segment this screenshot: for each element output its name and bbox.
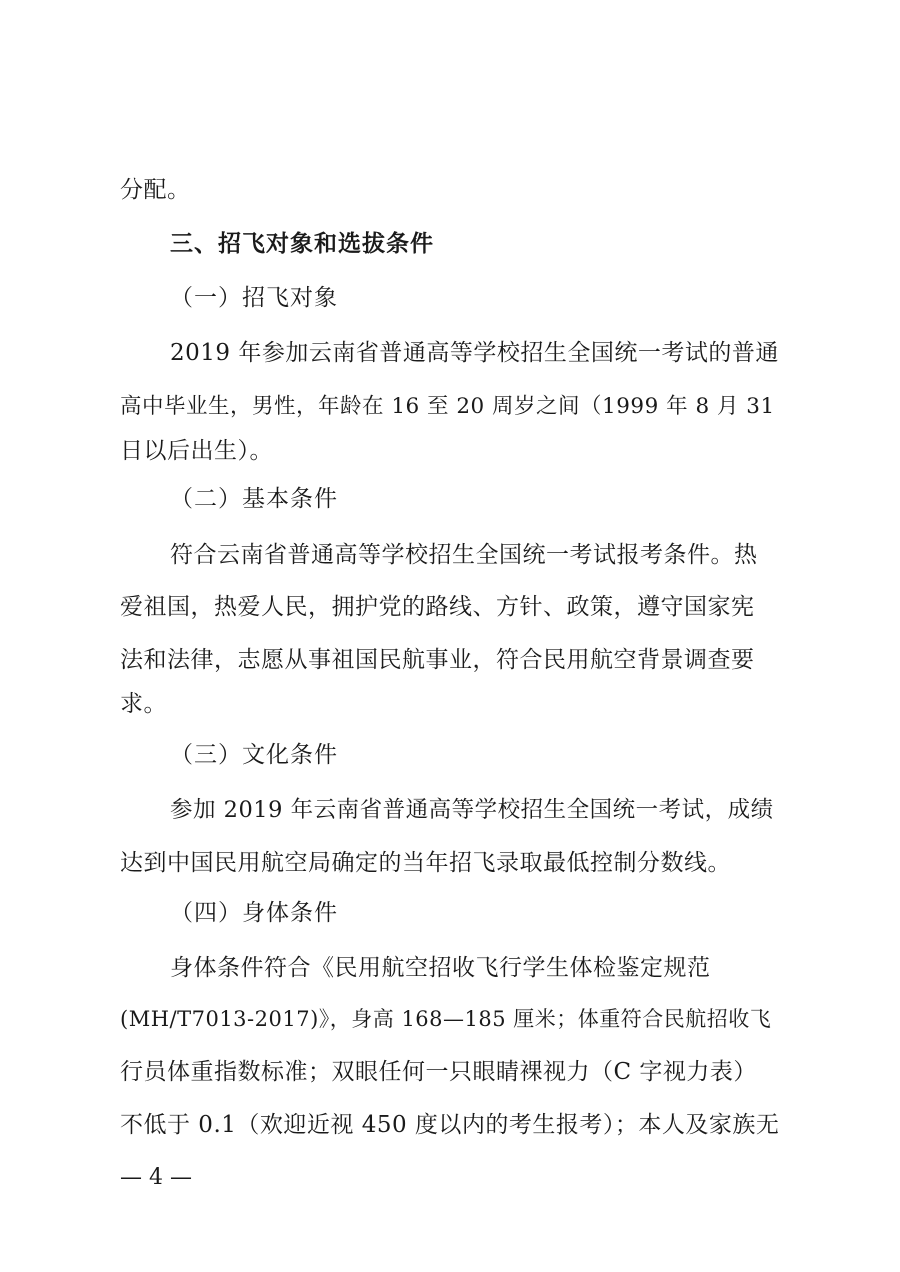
text-line: 身体条件符合《民用航空招收飞行学生体检鉴定规范 xyxy=(170,955,711,981)
text-line: 日以后出生）。 xyxy=(120,438,273,464)
text-line: 求。 xyxy=(120,691,167,717)
text-line: 高中毕业生，男性，年龄在 16 至 20 周岁之间（1999 年 8 月 31 xyxy=(120,394,775,419)
section-heading: 三、招飞对象和选拔条件 xyxy=(170,231,434,257)
subsection-heading: （一）招飞对象 xyxy=(170,285,338,311)
text-line: 符合云南省普通高等学校招生全国统一考试报考条件。热 xyxy=(170,542,758,568)
text-line: 2019 年参加云南省普通高等学校招生全国统一考试的普通 xyxy=(170,340,779,366)
subsection-heading: （三）文化条件 xyxy=(170,742,338,768)
text-line: 参加 2019 年云南省普通高等学校招生全国统一考试，成绩 xyxy=(170,797,774,823)
subsection-heading: （四）身体条件 xyxy=(170,900,338,926)
text-line: 分配。 xyxy=(120,177,191,203)
text-line: 不低于 0.1（欢迎近视 450 度以内的考生报考）；本人及家族无 xyxy=(120,1112,780,1138)
text-line: (MH/T7013-2017)》，身高 168—185 厘米；体重符合民航招收飞 xyxy=(120,1007,772,1031)
text-line: 爱祖国，热爱人民，拥护党的路线、方针、政策，遵守国家宪 xyxy=(120,594,755,620)
subsection-heading: （二）基本条件 xyxy=(170,486,338,512)
text-line: 行员体重指数标准；双眼任何一只眼睛裸视力（C 字视力表） xyxy=(120,1059,757,1085)
text-line: 法和法律，志愿从事祖国民航事业，符合民用航空背景调查要 xyxy=(120,647,755,673)
page-number: — 4 — xyxy=(120,1165,192,1190)
text-line: 达到中国民用航空局确定的当年招飞录取最低控制分数线。 xyxy=(120,850,731,876)
